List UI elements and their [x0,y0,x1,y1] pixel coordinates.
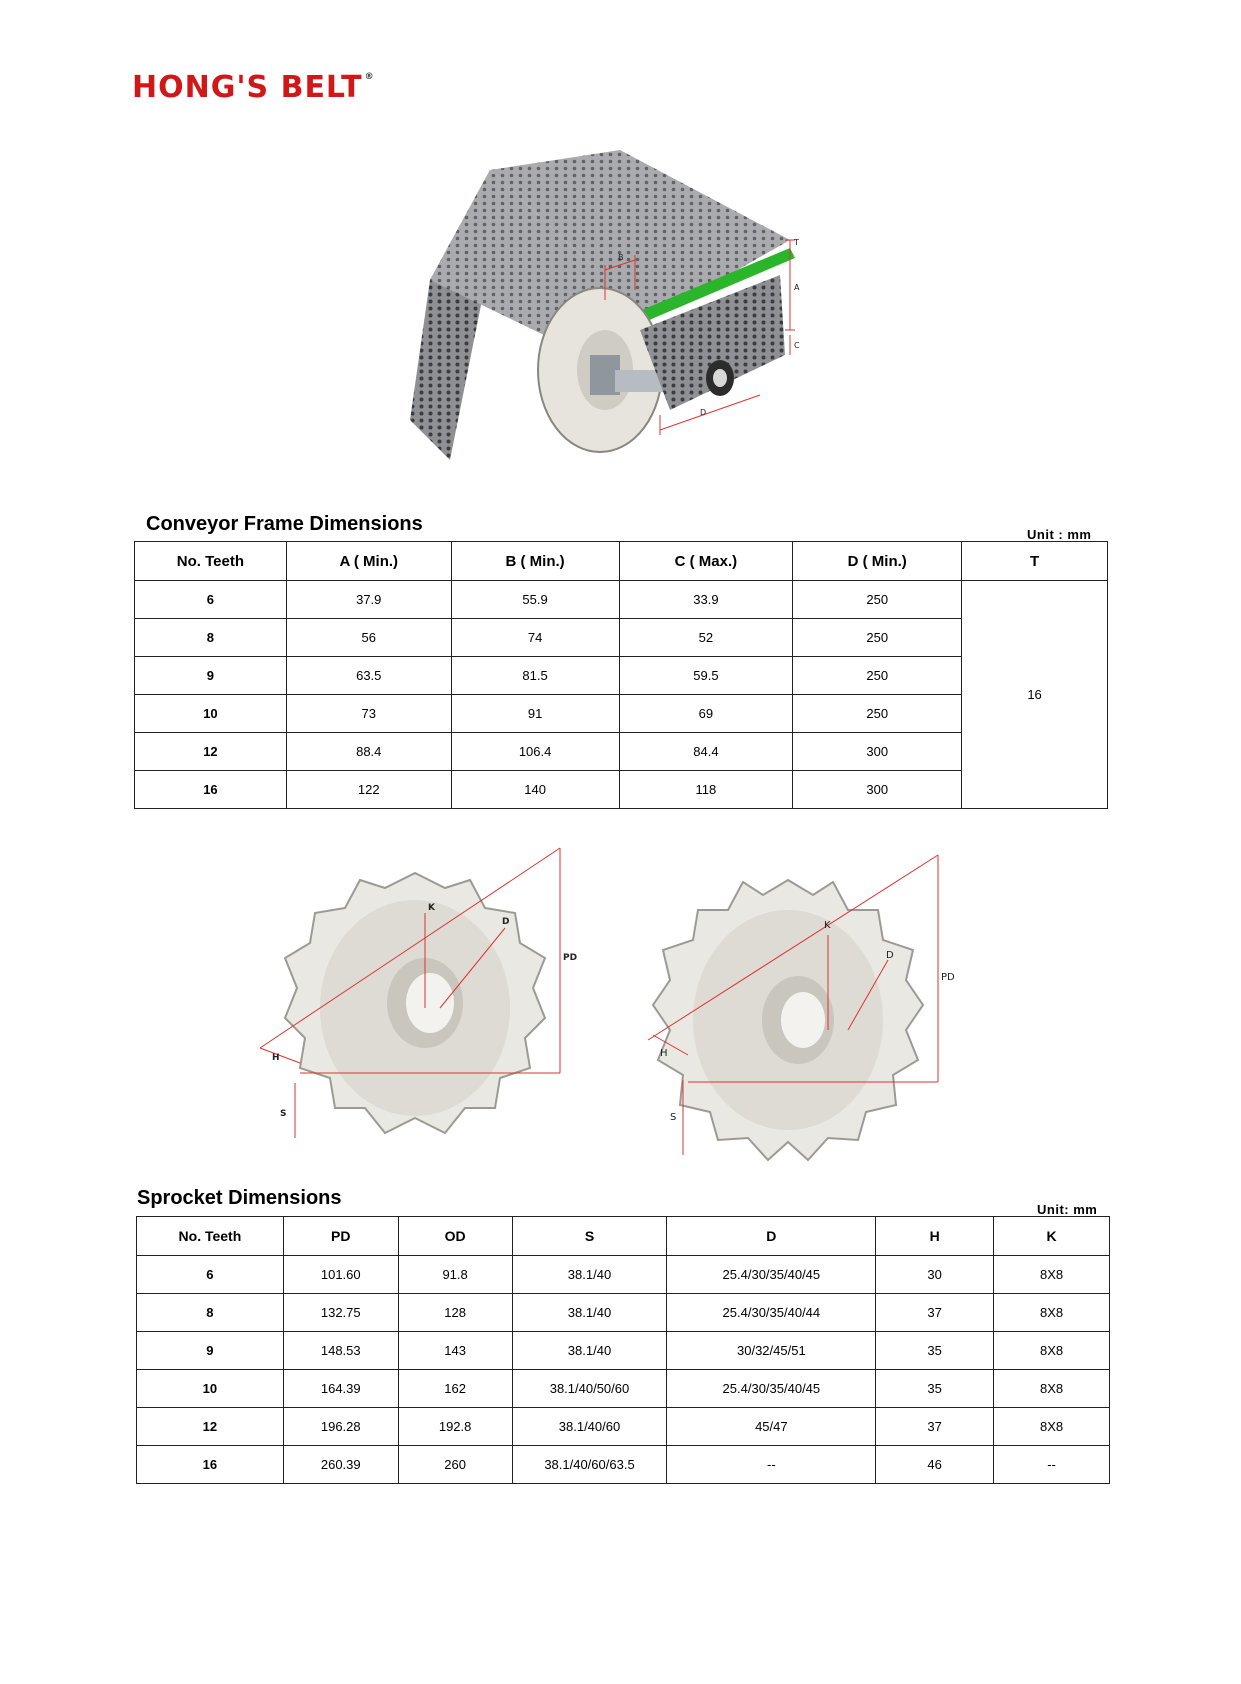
table-cell: 38.1/40/60 [512,1408,667,1446]
table-cell: 8X8 [994,1256,1110,1294]
table-cell: 140 [451,771,619,809]
svg-text:H: H [660,1048,668,1059]
table-row [135,695,1108,733]
table-row [137,1446,1110,1484]
table-cell: 37.9 [286,581,451,619]
table-cell: 88.4 [286,733,451,771]
brand-logo-text: HONG'S BELT [132,70,363,105]
header-cell: PD [283,1217,398,1256]
table-cell: 52 [619,619,793,657]
header-cell: No. Teeth [137,1217,284,1256]
header-cell: S [512,1217,667,1256]
svg-text:H: H [272,1053,280,1063]
table-cell: 16 [135,771,287,809]
table-cell: 250 [793,695,962,733]
table-row [137,1332,1110,1370]
table-cell: 106.4 [451,733,619,771]
table-cell: 260.39 [283,1446,398,1484]
table-cell: 162 [398,1370,512,1408]
table-cell: 35 [876,1370,994,1408]
svg-text:D: D [502,917,510,927]
table-row [135,657,1108,695]
table-cell: -- [994,1446,1110,1484]
table-cell: 192.8 [398,1408,512,1446]
table-cell: 38.1/40 [512,1332,667,1370]
svg-text:S: S [280,1109,287,1119]
header-cell: T [962,542,1108,581]
table-cell: 74 [451,619,619,657]
table-row [135,581,1108,619]
table-cell: 56 [286,619,451,657]
sprocket-unit-label: Unit: mm [1037,1202,1098,1217]
svg-text:PD: PD [941,972,955,983]
table-cell: 300 [793,733,962,771]
table-cell: 164.39 [283,1370,398,1408]
table-cell: 38.1/40 [512,1256,667,1294]
sprocket-dimensions-title: Sprocket Dimensions [137,1187,342,1209]
table-cell: 37 [876,1408,994,1446]
table-cell: 46 [876,1446,994,1484]
svg-text:K: K [428,903,435,913]
table-cell: 30/32/45/51 [667,1332,876,1370]
table-cell: 118 [619,771,793,809]
svg-text:K: K [824,920,831,931]
table-cell: 81.5 [451,657,619,695]
table-cell: 8X8 [994,1332,1110,1370]
table-cell: 260 [398,1446,512,1484]
table-cell: 16 [137,1446,284,1484]
table-cell: 25.4/30/35/40/45 [667,1370,876,1408]
table-cell: 300 [793,771,962,809]
header-cell: No. Teeth [135,542,287,581]
table-cell: 45/47 [667,1408,876,1446]
svg-text:A: A [794,283,800,292]
table-cell: 8X8 [994,1408,1110,1446]
svg-text:T: T [794,238,799,247]
conveyor-belt-illustration [390,130,860,500]
table-cell: 9 [137,1332,284,1370]
table-cell: 12 [137,1408,284,1446]
table-cell: 143 [398,1332,512,1370]
sprocket-illustration-right [618,850,958,1180]
table-header-row [137,1217,1110,1256]
table-cell: 250 [793,657,962,695]
sprocket-dimensions-table [136,1216,1110,1484]
table-cell: 55.9 [451,581,619,619]
svg-text:S: S [670,1112,677,1123]
table-cell: 33.9 [619,581,793,619]
table-cell: 8X8 [994,1294,1110,1332]
table-row [137,1294,1110,1332]
header-cell: D ( Min.) [793,542,962,581]
table-cell: 59.5 [619,657,793,695]
table-cell: 10 [137,1370,284,1408]
frame-dimensions-title: Conveyor Frame Dimensions [146,513,423,535]
table-cell: -- [667,1446,876,1484]
table-cell: 38.1/40/50/60 [512,1370,667,1408]
table-cell: 38.1/40 [512,1294,667,1332]
table-cell: 122 [286,771,451,809]
table-cell: 63.5 [286,657,451,695]
svg-text:B: B [618,253,624,262]
table-cell: 37 [876,1294,994,1332]
header-cell: B ( Min.) [451,542,619,581]
header-cell: C ( Max.) [619,542,793,581]
table-cell: 9 [135,657,287,695]
table-cell: 84.4 [619,733,793,771]
table-cell: 25.4/30/35/40/44 [667,1294,876,1332]
table-cell: 250 [793,581,962,619]
header-cell: A ( Min.) [286,542,451,581]
header-cell: D [667,1217,876,1256]
brand-logo [132,70,375,105]
table-row [135,619,1108,657]
table-cell: 132.75 [283,1294,398,1332]
table-cell: 69 [619,695,793,733]
table-cell: 10 [135,695,287,733]
table-cell: 101.60 [283,1256,398,1294]
table-cell: 8 [135,619,287,657]
header-cell: K [994,1217,1110,1256]
table-cell: 6 [137,1256,284,1294]
t-value-cell: 16 [962,581,1108,809]
table-cell: 8 [137,1294,284,1332]
svg-text:C: C [794,341,800,350]
header-cell: H [876,1217,994,1256]
table-row [137,1256,1110,1294]
table-cell: 25.4/30/35/40/45 [667,1256,876,1294]
table-cell: 6 [135,581,287,619]
table-cell: 38.1/40/60/63.5 [512,1446,667,1484]
table-cell: 35 [876,1332,994,1370]
header-cell: OD [398,1217,512,1256]
frame-dimensions-table [134,541,1108,809]
table-cell: 250 [793,619,962,657]
table-row [135,771,1108,809]
table-cell: 30 [876,1256,994,1294]
table-cell: 128 [398,1294,512,1332]
sprocket-illustration-left [240,838,585,1173]
table-cell: 12 [135,733,287,771]
table-row [135,733,1108,771]
table-cell: 73 [286,695,451,733]
table-cell: 91.8 [398,1256,512,1294]
table-cell: 148.53 [283,1332,398,1370]
svg-text:D: D [886,950,894,961]
svg-text:D: D [700,408,707,417]
table-row [137,1408,1110,1446]
table-cell: 196.28 [283,1408,398,1446]
table-header-row [135,542,1108,581]
table-row [137,1370,1110,1408]
svg-text:PD: PD [563,953,578,963]
frame-unit-label: Unit : mm [1027,527,1092,542]
table-cell: 8X8 [994,1370,1110,1408]
table-cell: 91 [451,695,619,733]
registered-mark: ® [364,72,375,82]
